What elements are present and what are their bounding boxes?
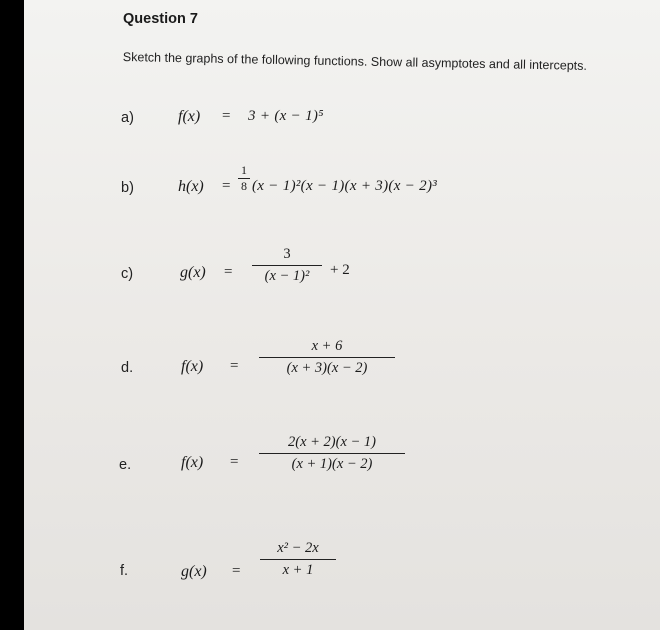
- equals-sign: =: [224, 264, 233, 280]
- added-constant: + 2: [330, 262, 350, 278]
- rational-expression: [259, 434, 405, 473]
- problem-label: e.: [119, 457, 132, 473]
- equals-sign: =: [232, 563, 241, 579]
- question-heading: Question 7: [123, 11, 198, 27]
- rational-expression: [252, 246, 322, 285]
- function-name: g(x): [181, 563, 207, 580]
- coefficient-denominator: 8: [241, 179, 247, 193]
- numerator: 3: [283, 246, 291, 262]
- problem-label: b): [121, 180, 134, 196]
- function-expression: 3 + (x − 1)⁵: [248, 108, 324, 124]
- function-expression: (x − 1)²(x − 1)(x + 3)(x − 2)³: [252, 178, 438, 194]
- numerator: 2(x + 2)(x − 1): [287, 434, 376, 450]
- coefficient-numerator: 1: [241, 163, 247, 177]
- denominator: (x + 1)(x − 2): [291, 456, 373, 472]
- numerator: x + 6: [311, 338, 343, 354]
- problem-label: f.: [120, 563, 129, 579]
- function-name: f(x): [181, 454, 204, 471]
- problem-label: c): [121, 266, 134, 282]
- coefficient-fraction: [238, 164, 250, 193]
- equals-sign: =: [222, 178, 231, 194]
- function-name: h(x): [178, 178, 204, 195]
- denominator: x + 1: [282, 562, 314, 578]
- equals-sign: =: [222, 108, 231, 124]
- function-name: f(x): [178, 108, 201, 125]
- problem-label: a): [121, 110, 134, 126]
- denominator: (x + 3)(x − 2): [286, 360, 368, 376]
- problem-label: d.: [121, 360, 134, 376]
- instruction-text: Sketch the graphs of the following functions. Show all asymptotes and all intercepts.: [122, 50, 588, 73]
- function-name: f(x): [181, 358, 204, 375]
- denominator: (x − 1)²: [264, 268, 310, 284]
- rational-expression: [260, 540, 336, 579]
- rational-expression: [259, 338, 395, 377]
- function-name: g(x): [180, 264, 206, 281]
- equals-sign: =: [230, 454, 239, 470]
- numerator: x² − 2x: [277, 540, 319, 556]
- equals-sign: =: [230, 358, 239, 374]
- worksheet-page: [24, 0, 660, 630]
